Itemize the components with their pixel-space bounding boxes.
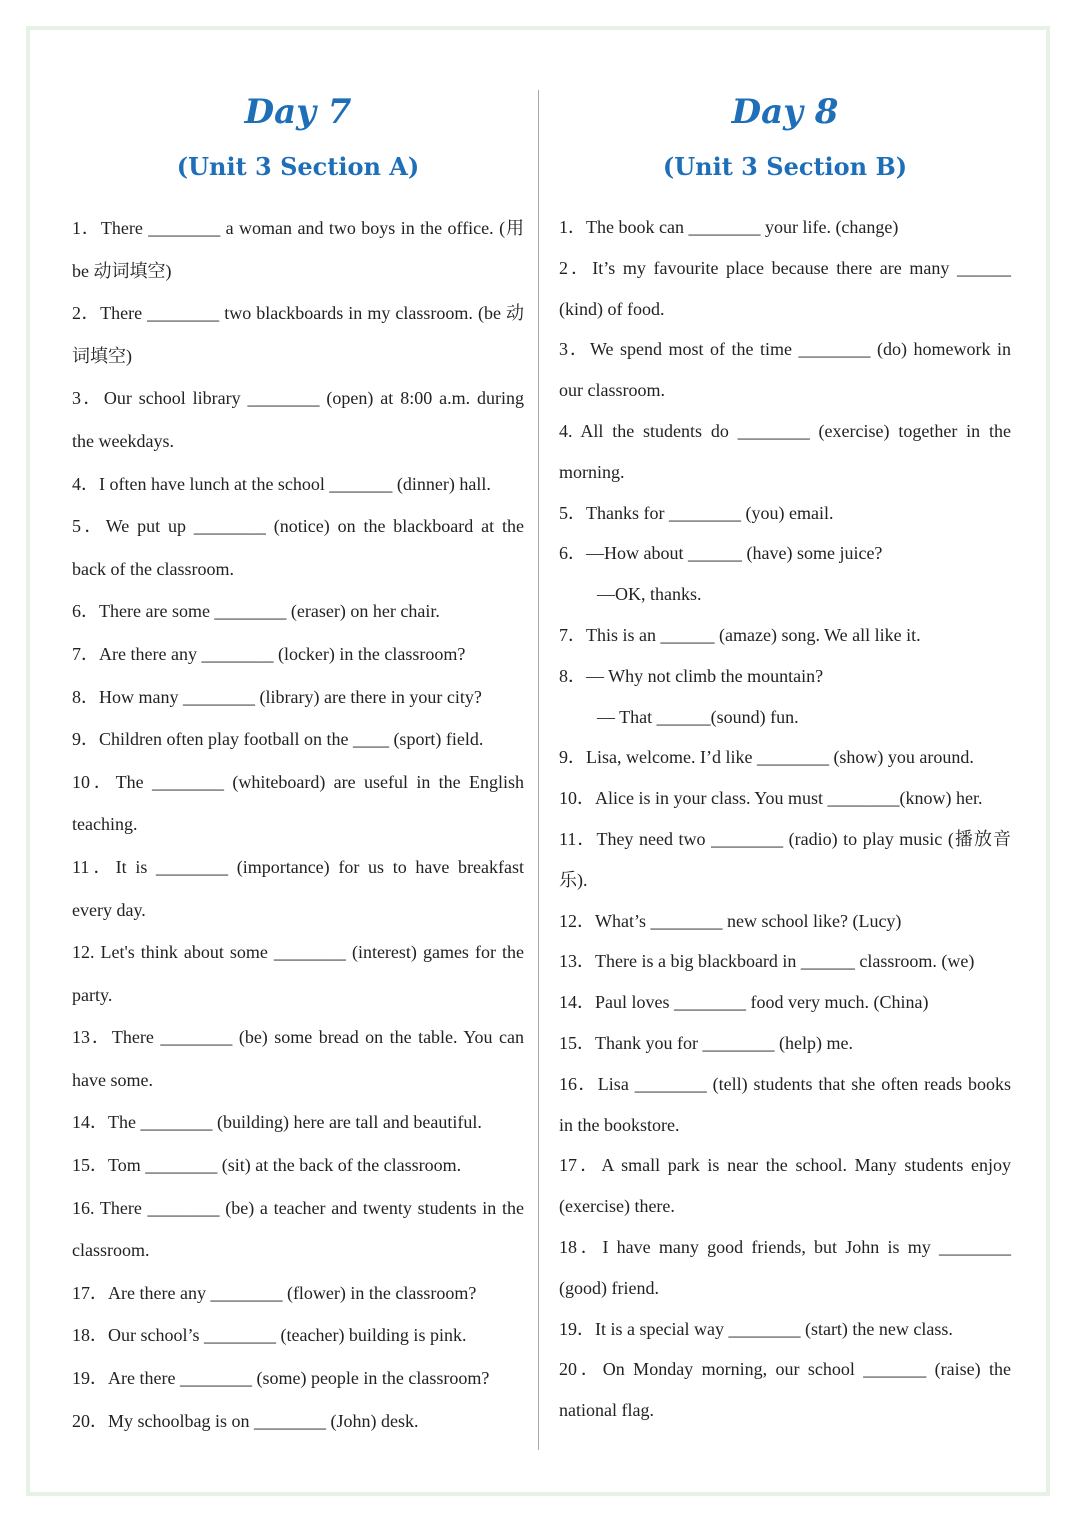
question-item: 16．Lisa ________ (tell) students that she often reads books in the bookstore.	[559, 1073, 1011, 1135]
question-item: 15．Tom ________ (sit) at the back of the classroom.	[72, 1155, 462, 1176]
question-item: 9．Lisa, welcome. I’d like ________ (show) you around.	[559, 747, 974, 768]
question-item: 9．Children often play football on the ____ (sport) field.	[72, 729, 484, 750]
question-item: 20．On Monday morning, our school _______ (raise) the national flag.	[559, 1359, 1011, 1421]
question-item: 14．The ________ (building) here are tall and beautiful.	[72, 1112, 482, 1133]
question-item: 19．Are there ________ (some) people in the classroom?	[72, 1368, 490, 1389]
question-item: 8．— Why not climb the mountain?	[559, 665, 824, 686]
question-item: 15．Thank you for ________ (help) me.	[559, 1032, 853, 1053]
question-item: 4. All the students do ________ (exercise) together in the morning.	[559, 420, 1011, 482]
question-item: 3．Our school library ________ (open) at 8:00 a.m. during the weekdays.	[72, 388, 524, 451]
day7-question-list	[72, 207, 524, 1442]
question-item: 17．Are there any ________ (flower) in the classroom?	[72, 1282, 477, 1303]
question-item: 12. Let's think about some ________ (interest) games for the party.	[72, 942, 524, 1005]
question-item: 13．There ________ (be) some bread on the table. You can have some.	[72, 1027, 524, 1090]
question-item: 5．We put up ________ (notice) on the blackboard at the back of the classroom.	[72, 516, 524, 579]
question-item: 17．A small park is near the school. Many students enjoy (exercise) there.	[559, 1155, 1011, 1217]
question-item: 3．We spend most of the time ________ (do) homework in our classroom.	[559, 339, 1011, 401]
question-item: 12．What’s ________ new school like? (Lucy)	[559, 910, 902, 931]
answer-line: — That ______(sound) fun.	[597, 706, 799, 727]
question-item: 5．Thanks for ________ (you) email.	[559, 502, 834, 523]
day8-section-title: (Unit 3 Section B)	[662, 152, 908, 181]
answer-line: —OK, thanks.	[597, 584, 702, 605]
question-item: 14．Paul loves ________ food very much. (China)	[559, 992, 929, 1013]
day8-question-list	[559, 207, 1011, 1431]
question-item: 19．It is a special way ________ (start) the new class.	[559, 1318, 953, 1339]
question-item: 1．The book can ________ your life. (change)	[559, 217, 899, 237]
question-item: 11．It is ________ (importance) for us to have breakfast every day.	[72, 856, 524, 920]
question-item: 6．—How about ______ (have) some juice?	[559, 543, 883, 564]
question-item: 2．It’s my favourite place because there are many ______ (kind) of food.	[559, 257, 1011, 319]
question-item: 20．My schoolbag is on ________ (John) desk.	[72, 1410, 419, 1431]
day7-section-title: (Unit 3 Section A)	[176, 152, 420, 181]
question-item: 10．Alice is in your class. You must ________(know) her.	[559, 788, 983, 809]
column-divider	[538, 90, 539, 1450]
question-item: 10．The ________ (whiteboard) are useful in the English teaching.	[72, 771, 524, 835]
day8-title: Day 8	[731, 92, 839, 132]
question-item: 6．There are some ________ (eraser) on her chair.	[72, 601, 440, 622]
question-item: 13．There is a big blackboard in ______ classroom. (we)	[559, 951, 975, 972]
day7-title: Day 7	[244, 92, 352, 132]
question-item: 18．Our school’s ________ (teacher) building is pink.	[72, 1325, 467, 1346]
question-item: 16. There ________ (be) a teacher and twenty students in the classroom.	[72, 1197, 524, 1261]
question-item: 11．They need two ________ (radio) to play music (播放音乐).	[559, 828, 1011, 890]
question-item: 8．How many ________ (library) are there in your city?	[72, 686, 482, 707]
question-item: 18．I have many good friends, but John is my ________ (good) friend.	[559, 1236, 1011, 1298]
question-item: 7．This is an ______ (amaze) song. We all like it.	[559, 624, 921, 645]
question-item: 2．There ________ two blackboards in my classroom. (be 动词填空)	[72, 303, 524, 366]
question-item: 7．Are there any ________ (locker) in the classroom?	[72, 643, 466, 664]
question-item: 4．I often have lunch at the school _______ (dinner) hall.	[72, 473, 491, 494]
question-item: 1．There ________ a woman and two boys in the office. (用 be 动词填空)	[72, 218, 524, 281]
